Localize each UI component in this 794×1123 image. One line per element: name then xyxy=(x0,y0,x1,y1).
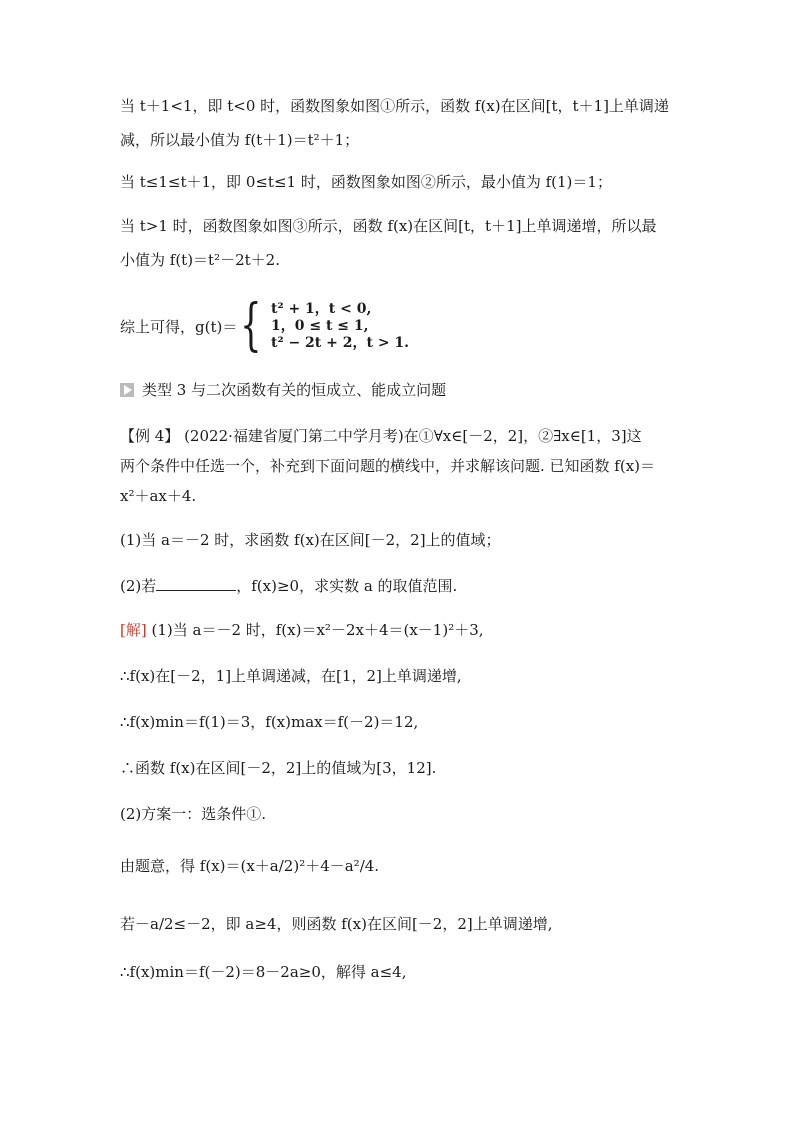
example-line xyxy=(120,426,642,446)
piecewise-function xyxy=(120,293,410,358)
text-line: 小值为 f(t)＝t²－2t＋2. xyxy=(120,251,280,269)
section-heading xyxy=(120,380,446,400)
example-tag: 【例 4】 xyxy=(120,427,180,445)
text-line: 两个条件中任选一个，补充到下面问题的横线中，并求解该问题. 已知函数 f(x)＝ xyxy=(120,457,656,475)
q2-suffix: ，f(x)≥0，求实数 a 的取值范围. xyxy=(236,577,458,595)
text-line: 当 t≤1≤t＋1，即 0≤t≤1 时，函数图象如图②所示，最小值为 f(1)＝1； xyxy=(120,173,612,191)
solution-text: (1)当 a＝－2 时，f(x)＝x²－2x＋4＝(x－1)²＋3, xyxy=(146,621,484,639)
piecewise-cases xyxy=(271,301,409,352)
piecewise-lead: 综上可得，g(t)＝ xyxy=(120,317,238,336)
play-triangle-icon xyxy=(120,383,134,397)
text-line: 当 t＋1<1，即 t<0 时，函数图象如图①所示，函数 f(x)在区间[t，t＋1]上单调递 xyxy=(120,97,669,115)
text-line: ∴f(x)在[－2，1]上单调递减，在[1，2]上单调递增, xyxy=(120,667,462,685)
text-line: 由题意，得 f(x)＝(x＋a/2)²＋4－a²/4. xyxy=(120,857,380,875)
text-line: x²＋ax＋4. xyxy=(120,487,197,505)
fill-blank xyxy=(156,576,236,591)
solution-line xyxy=(120,620,484,640)
case-1: t² + 1，t < 0, xyxy=(270,300,372,317)
text-line: ∴f(x)min＝f(－2)＝8－2a≥0，解得 a≤4, xyxy=(120,963,407,981)
case-2: 1，0 ≤ t ≤ 1, xyxy=(270,317,369,334)
solution-tag: [解] xyxy=(120,621,147,639)
left-brace: { xyxy=(240,293,262,358)
case-3: t² − 2t + 2，t > 1. xyxy=(270,334,410,351)
text-line: 若－a/2≤－2，即 a≥4，则函数 f(x)在区间[－2，2]上单调递增, xyxy=(120,915,553,933)
text-line: (2)方案一：选条件①. xyxy=(120,805,267,823)
text-line: 减，所以最小值为 f(t＋1)＝t²＋1； xyxy=(120,131,360,149)
question-1: (1)当 a＝－2 时，求函数 f(x)在区间[－2，2]上的值域； xyxy=(120,531,501,549)
text-line: ∴f(x)min＝f(1)＝3，f(x)max＝f(－2)＝12, xyxy=(120,713,419,731)
question-2 xyxy=(120,576,457,596)
section-label: 类型 3 与二次函数有关的恒成立、能成立问题 xyxy=(142,381,447,399)
text-line: 当 t>1 时，函数图象如图③所示，函数 f(x)在区间[t，t＋1]上单调递增，所以最 xyxy=(120,217,657,235)
text-line: ∴函数 f(x)在区间[－2，2]上的值域为[3，12]. xyxy=(120,759,437,777)
example-text: (2022·福建省厦门第二中学月考)在①∀x∈[－2，2]，②∃x∈[1，3]这 xyxy=(179,427,642,445)
q2-prefix: (2)若 xyxy=(120,577,157,595)
